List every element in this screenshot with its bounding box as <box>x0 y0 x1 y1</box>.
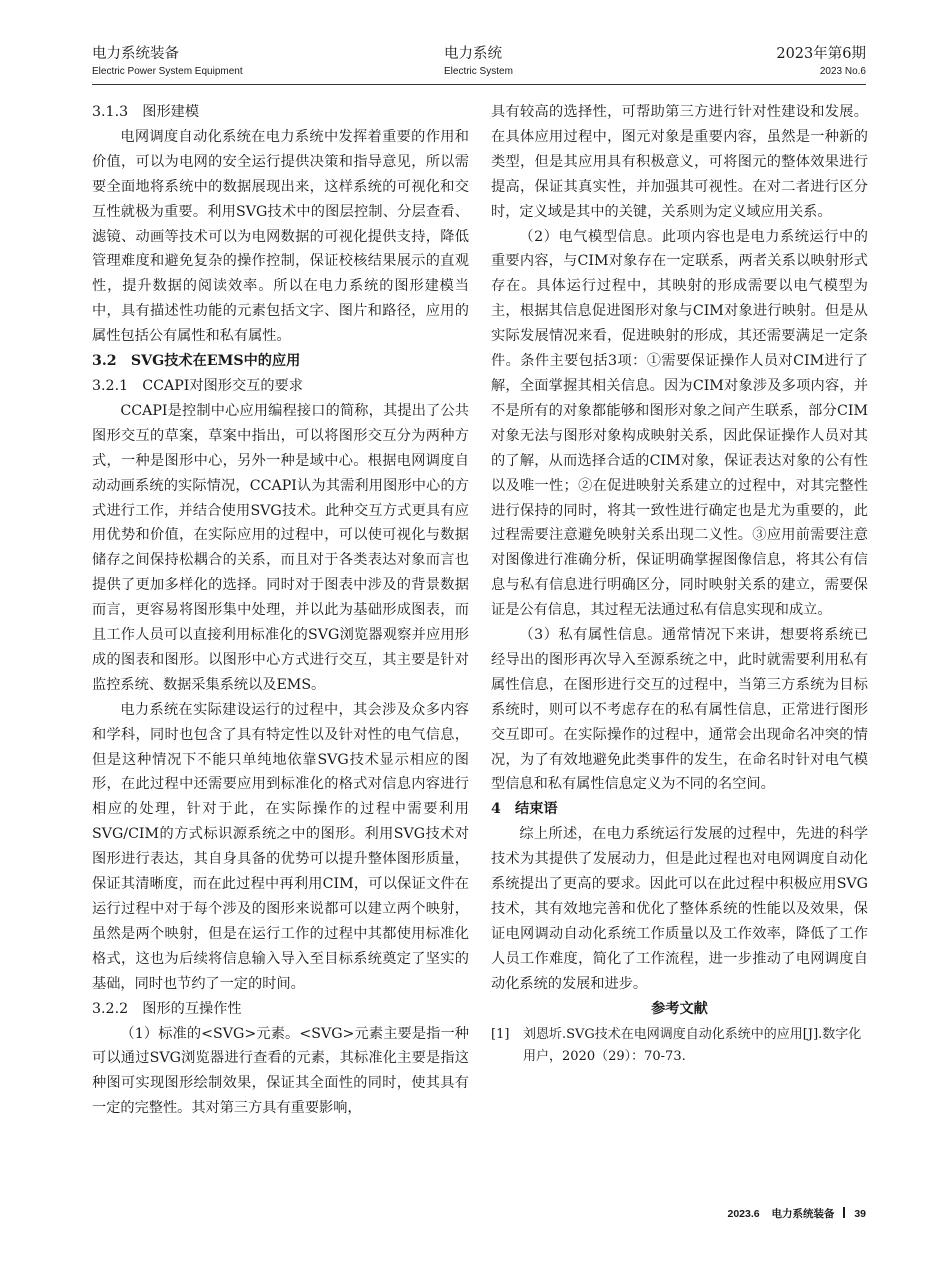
issue-block <box>776 44 866 78</box>
footer-issue: 2023.6 <box>727 1208 760 1220</box>
heading-3-2-2: 3.2.2 图形的互操作性 <box>92 1000 242 1017</box>
reference-text: 刘恩圻.SVG技术在电网调度自动化系统中的应用[J].数字化用户，2020（29）：70-73. <box>523 1026 862 1064</box>
paragraph: （2）电气模型信息。此项内容也是电力系统运行中的重要内容，与CIM对象存在一定联系，两者关系以映射形式存在。具体运行过程中，其映射的形成需要以电气模型为主，根据其信息促进图形对象与CIM对象进行映射。但是从实际发展情况来看，促进映射的形成，其还需要满足一定条件。条件主要包括3项：①需要保证操作人员对CIM进行了解，全面掌握其相关信息。因为CIM对象涉及多项内容，并不是所有的对象都能够和图形对象之间产生联系，部分CIM对象无法与图形对象构成映射关系，因此保证操作人员对其的了解，从而选择合适的CIM对象，保证表达对象的公有性以及唯一性；②在促进映射关系建立的过程中，对其完整性进行保持的同时，将其一致性进行确定也是尤为重要的，此过程需要注意避免映射关系出现二义性。③应用前需要注意对图像进行准确分析，保证明确掌握图像信息，将其公有信息与私有信息进行明确区分，同时映射关系的建立，需要保证是公有信息，其过程无法通过私有信息实现和成立。 <box>491 228 868 619</box>
paragraph: CCAPI是控制中心应用编程接口的简称，其提出了公共图形交互的草案，草案中指出，可以将图形交互分为两种方式，一种是图形中心，另外一种是域中心。根据电网调度自动动画系统的实际情况，CCAPI认为其需利用图形中心的方式进行工作，并结合使用SVG技术。此种交互方式更具有应用优势和价值，在实际应用的过程中，可以使可视化与数据储存之间保持松耦合的关系，而且对于各类表达对象而言也提供了更加多样化的选择。同时对于图表中涉及的背景数据而言，更容易将图形集中处理，并以此为基础形成图表，而且工作人员可以直接利用标准化的SVG浏览器观察并应用形成的图表和图形。以图形中心方式进行交互，其主要是针对监控系统、数据采集系统以及EMS。 <box>92 402 469 693</box>
issue-cn: 2023年第6期 <box>776 46 866 62</box>
footer-separator <box>843 1207 845 1218</box>
journal-title-cn: 电力系统装备 <box>92 46 179 62</box>
issue-en: 2023 No.6 <box>819 66 866 77</box>
paragraph: 综上所述，在电力系统运行发展的过程中，先进的科学技术为其提供了发展动力，但是此过程也对电网调度自动化系统提出了更高的要求。因此可以在此过程中积极应用SVG技术，其有效地完善和优化了整体系统的性能以及效果，保证电网调动自动化系统工作质量以及工作效率，降低了工作人员工作难度，简化了工作流程，进一步推动了电网调度自动化系统的发展和进步。 <box>491 826 868 992</box>
references-title: 参考文献 <box>651 1000 708 1017</box>
paragraph: 电网调度自动化系统在电力系统中发挥着重要的作用和价值，可以为电网的安全运行提供决策和指导意见，所以需要全面地将系统中的数据展现出来，这样系统的可视化和交互性就极为重要。利用SVG技术中的图层控制、分层查看、滤镜、动画等技术可以为电网数据的可视化提供支持，降低管理难度和避免复杂的操作控制，保证校核结果展示的直观性，提升数据的阅读效率。所以在电力系统的图形建模当中，具有描述性功能的元素包括文字、图片和路径，应用的属性包括公有属性和私有属性。 <box>92 128 469 345</box>
section-title-cn: 电力系统 <box>444 46 502 62</box>
page-footer <box>728 1206 867 1221</box>
paragraph: （3）私有属性信息。通常情况下来讲，想要将系统已经导出的图形再次导入至源系统之中，此时就需要利用私有属性信息，在图形进行交互的过程中，当第三方系统为目标系统时，则可以不考虑存在的私有属性信息，正常进行图形交互即可。在实际操作的过程中，通常会出现命名冲突的情况，为了有效地避免此类事件的发生，在命名时针对电气模型信息和私有属性信息定义为不同的名空间。 <box>491 627 868 793</box>
paragraph-continued: 具有较高的选择性，可帮助第三方进行针对性建设和发展。在具体应用过程中，图元对象是重要内容，虽然是一种新的类型，但是其应用具有积极意义，可将图元的整体效果进行提高，保证其真实性，并加强其可视性。在对二者进行区分时，定义域是其中的关键，关系则为定义域应用关系。 <box>491 104 868 220</box>
journal-title-block <box>92 44 243 78</box>
heading-4-conclusion: 4 结束语 <box>491 801 558 818</box>
reference-item <box>491 1024 868 1068</box>
header-rule <box>92 84 866 85</box>
heading-3-2-1: 3.2.1 CCAPI对图形交互的要求 <box>92 377 303 394</box>
page-number: 39 <box>854 1208 866 1220</box>
paragraph: （1）标准的<SVG>元素。<SVG>元素主要是指一种可以通过SVG浏览器进行查看的元素，其标准化主要是指这种图可实现图形绘制效果，保证其全面性的同时，使其具有一定的完整性。其对第三方具有重要影响， <box>92 1025 469 1117</box>
heading-3-2: 3.2 SVG技术在EMS中的应用 <box>92 353 301 370</box>
journal-title-en: Electric Power System Equipment <box>92 66 243 77</box>
section-title-en: Electric System <box>444 66 513 77</box>
right-column <box>491 100 868 1068</box>
left-column <box>92 100 469 1121</box>
footer-journal: 电力系统装备 <box>771 1208 835 1220</box>
page-header <box>92 44 866 84</box>
paragraph: 电力系统在实际建设运行的过程中，其会涉及众多内容和学科，同时也包含了具有特定性以及针对性的电气信息，但是这种情况下不能只单纯地依靠SVG技术显示相应的图形，在此过程中还需要应用到标准化的格式对信息内容进行相应的处理，针对于此，在实际操作的过程中需要利用SVG/CIM的方式标识源系统之中的图形。利用SVG技术对图形进行表达，其自身具备的优势可以提升整体图形质量，保证其清晰度，而在此过程中再利用CIM，可以保证文件在运行过程中对于每个涉及的图形来说都可以建立两个映射，虽然是两个映射，但是在运行工作的过程中其都使用标准化格式，这也为后续将信息输入导入至目标系统奠定了坚实的基础，同时也节约了一定的时间。 <box>92 701 469 992</box>
reference-number: [1] <box>491 1026 510 1042</box>
section-title-block <box>444 44 513 78</box>
heading-3-1-3: 3.1.3 图形建模 <box>92 104 200 120</box>
